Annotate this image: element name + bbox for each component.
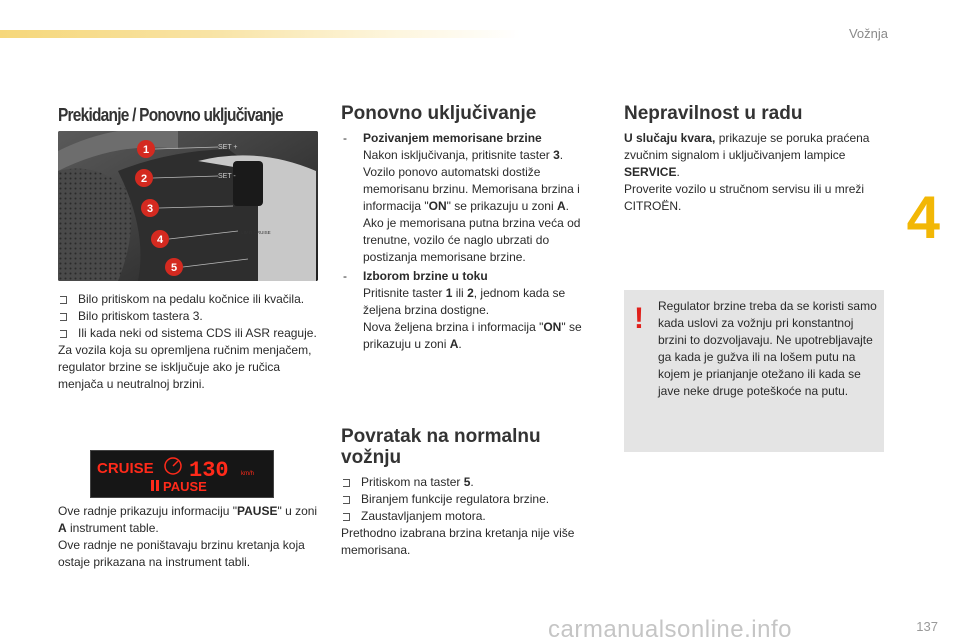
set-plus-label: SET + — [218, 144, 238, 151]
section-title-povratak: Povratak na normalnu vožnju — [341, 426, 541, 468]
column-3 — [624, 102, 886, 215]
steering-wheel-controls-image — [58, 131, 318, 281]
list-item: Ili kada neki od sistema CDS ili ASR reaguje. — [58, 325, 320, 342]
return-normal-list — [341, 474, 593, 525]
column-2 — [341, 102, 593, 355]
pause-icon — [151, 480, 154, 491]
badge-2-label: 2 — [140, 173, 148, 185]
list-item: - Izborom brzine u toku Pritisnite taster 1 ili 2, jednom kada se željena brzina dostigne. Nova željena brzina i informacija "ON" se prikazuju u zoni A. — [341, 268, 593, 353]
list-item: Bilo pritiskom tastera 3. — [58, 308, 320, 325]
column-1-footer-text — [58, 503, 320, 571]
fault-paragraph: U slučaju kvara, prikazuje se poruka praćena zvučnim signalom i uključivanjem lampice SERVICE. — [624, 131, 870, 179]
column-2-return — [341, 426, 593, 559]
cruise-pause-display — [91, 451, 273, 497]
pause-info-paragraph: Ove radnje prikazuju informaciju "PAUSE" u zoni A instrument table. — [58, 504, 318, 535]
interrupt-conditions-list — [58, 291, 320, 342]
badge-5-label: 5 — [170, 262, 178, 274]
list-item: Biranjem funkcije regulatora brzine. — [341, 491, 593, 508]
display-unit: km/h — [241, 471, 255, 477]
list-item: Pritiskom na taster 5. — [341, 474, 593, 491]
display-status: PAUSE — [163, 479, 207, 494]
header-gradient-bar — [0, 30, 520, 38]
badge-1-label: 1 — [142, 144, 150, 156]
footer-watermark: carmanualsonline.info — [548, 616, 792, 643]
section-title-ponovno: Ponovno uključivanje — [341, 103, 537, 124]
speed-not-memorised-paragraph: Prethodno izabrana brzina kretanja nije više memorisana. — [341, 526, 575, 557]
warning-text: Regulator brzine treba da se koristi samo kada uslovi za vožnju pri konstantnoj brzini to dozvoljavaju. Ne upotrebljavajte ga kada je gužva ili na lošem putu na kojem je prianjanje otežano ili kada se jave neke druge poteškoće na putu. — [658, 299, 877, 398]
section-title-nepravilnost: Nepravilnost u radu — [624, 103, 803, 124]
display-speed: 130 — [189, 458, 229, 483]
speed-retained-paragraph: Ove radnje ne poništavaju brzinu kretanja koja ostaje prikazana na instrument tabli. — [58, 538, 305, 569]
resume-methods-list — [341, 130, 593, 353]
list-item: Zaustavljanjem motora. — [341, 508, 593, 525]
manual-gearbox-note: Za vozila koja su opremljena ručnim menjačem, regulator brzine se isključuje ako je ručica menjača u neutralnoj brzini. — [58, 343, 312, 391]
list-item: Bilo pritiskom na pedalu kočnice ili kvačila. — [58, 291, 320, 308]
page-number: 137 — [916, 619, 938, 634]
chapter-number: 4 — [906, 184, 940, 251]
column-1-body — [58, 291, 320, 393]
badge-3-label: 3 — [146, 203, 154, 215]
display-mode: CRUISE — [97, 460, 154, 477]
steering-wheel-illustration — [58, 131, 318, 281]
badge-4-label: 4 — [156, 234, 164, 246]
list-item: - Pozivanjem memorisane brzine Nakon isključivanja, pritisnite taster 3. Vozilo ponovo automatski dostiže memorisanu brzinu. Memorisana brzina i informacija "ON" se prikazuju u zoni A. Ako je memorisana putna brzina veća od trenutne, vozilo će naglo ubrzati do postizanja memorisane brzine. — [341, 130, 593, 266]
chapter-label: Vožnja — [848, 26, 888, 41]
set-minus-label: SET - — [218, 173, 236, 180]
column-1 — [58, 104, 323, 127]
warning-box — [624, 290, 884, 452]
section-title-prekidanje: Prekidanje / Ponovno uključivanje — [58, 105, 283, 125]
limit-cruise-label: LIMIT CRUISE — [241, 230, 271, 235]
instrument-display-image — [90, 450, 274, 498]
service-check-paragraph: Proverite vozilo u stručnom servisu ili u mreži CITROËN. — [624, 182, 865, 213]
warning-exclamation-icon: ! — [634, 302, 644, 335]
